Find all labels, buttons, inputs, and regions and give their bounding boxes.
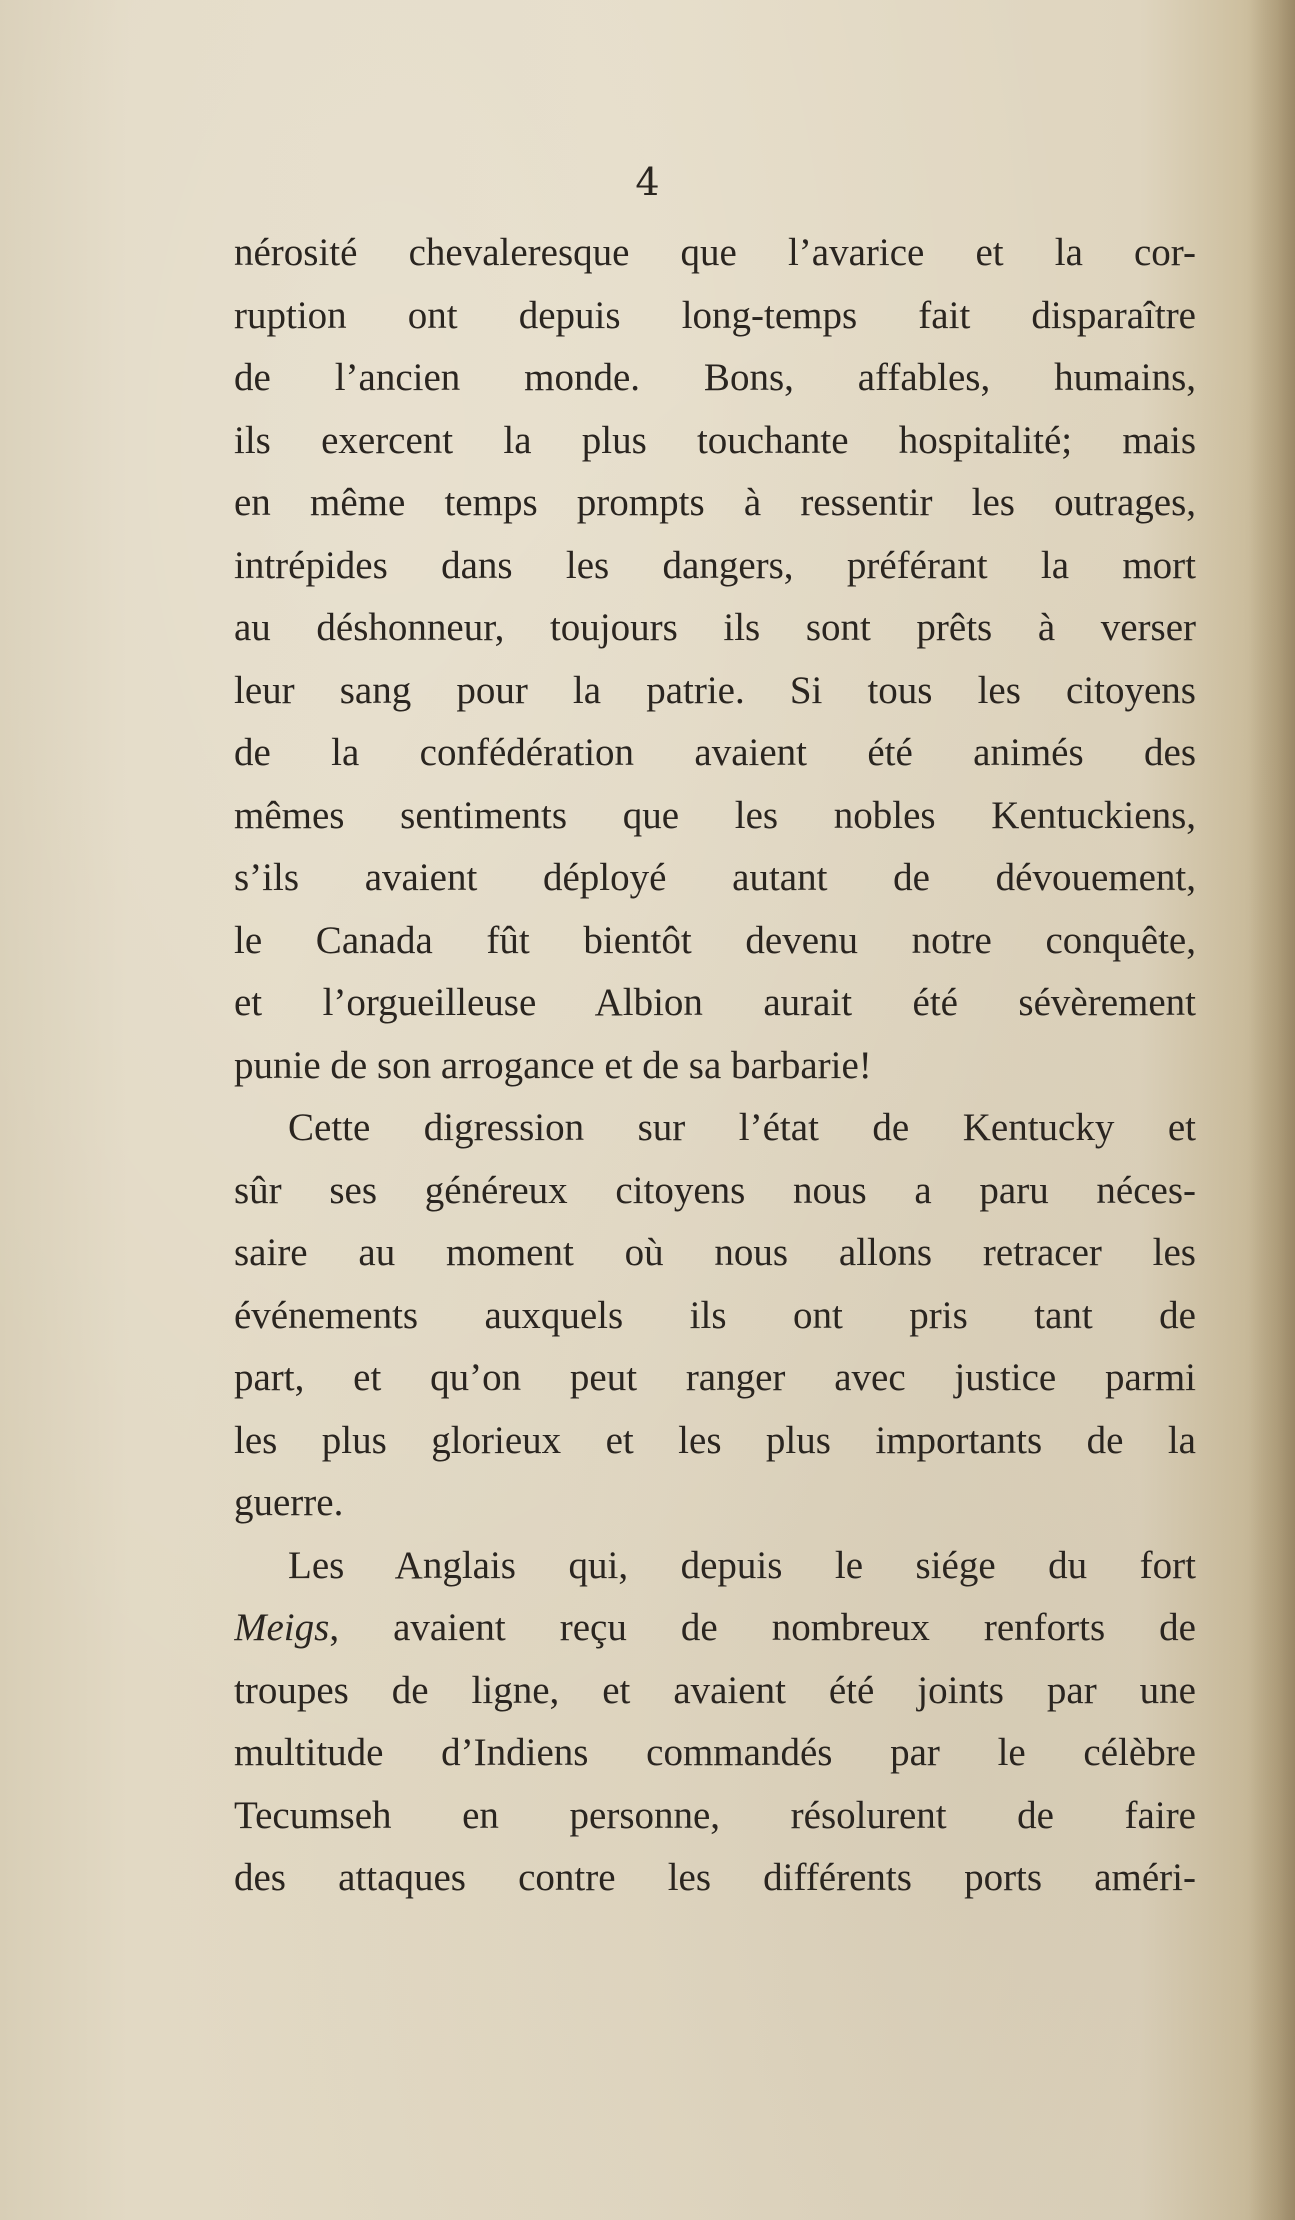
text-line: leur sang pour la patrie. Si tous les citoyens: [234, 668, 1196, 712]
text-line: les plus glorieux et les plus importants de la: [234, 1418, 1196, 1462]
text-line: mêmes sentiments que les nobles Kentuckiens,: [234, 793, 1196, 837]
text-line: troupes de ligne, et avaient été joints par une: [234, 1668, 1196, 1712]
text-line: Cette digression sur l’état de Kentucky et: [288, 1106, 1196, 1149]
text-line: le Canada fût bientôt devenu notre conquête,: [234, 918, 1196, 962]
text-line: événements auxquels ils ont pris tant de: [234, 1293, 1196, 1337]
body-text: [234, 222, 1196, 1910]
text-line: nérosité chevaleresque que l’avarice et la cor-: [234, 231, 1196, 274]
text-line: saire au moment où nous allons retracer les: [234, 1231, 1196, 1274]
page-number: 4: [635, 160, 660, 204]
text-line: intrépides dans les dangers, préférant la mort: [234, 543, 1196, 587]
text-line: sûr ses généreux citoyens nous a paru néces-: [234, 1168, 1196, 1212]
text-line: punie de son arrogance et de sa barbarie!: [234, 1043, 872, 1087]
text-line: et l’orgueilleuse Albion aurait été sévèrement: [234, 981, 1196, 1024]
text-line: guerre.: [234, 1481, 344, 1524]
text-line: ruption ont depuis long-temps fait disparaître: [234, 293, 1196, 337]
text-line: ils exercent la plus touchante hospitalité; mais: [234, 418, 1196, 462]
text-line: au déshonneur, toujours ils sont prêts à verser: [234, 606, 1196, 649]
text-line: Tecumseh en personne, résolurent de faire: [234, 1793, 1196, 1837]
text-line: s’ils avaient déployé autant de dévouement,: [234, 856, 1196, 899]
text-line: en même temps prompts à ressentir les outrages,: [234, 481, 1196, 524]
text-line: des attaques contre les différents ports améri-: [234, 1856, 1196, 1899]
text-line: de l’ancien monde. Bons, affables, humains,: [234, 356, 1196, 399]
text-line: part, et qu’on peut ranger avec justice parmi: [234, 1356, 1196, 1399]
text-line: de la confédération avaient été animés des: [234, 731, 1196, 774]
italic-word: Meigs: [234, 1606, 330, 1649]
text-line: Les Anglais qui, depuis le siége du fort: [288, 1543, 1196, 1587]
text-line-with-italic: Meigs, avaient reçu de nombreux renforts de: [234, 1606, 1196, 1649]
page-edge-shadow: [1249, 0, 1295, 2220]
text-line: multitude d’Indiens commandés par le célèbre: [234, 1731, 1196, 1774]
